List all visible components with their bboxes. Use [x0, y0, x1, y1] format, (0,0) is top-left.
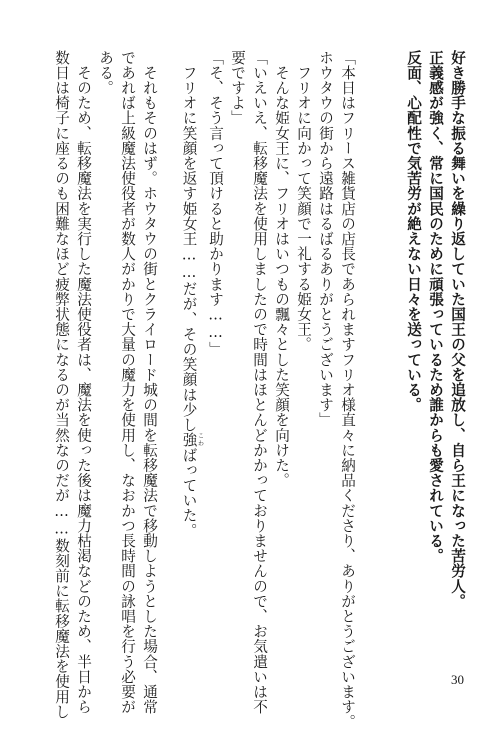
text-line-4: 「本日はフリース雑貨店の店長であられますフリオ様直々に納品くださり、ありがとうございます。 [339, 50, 356, 730]
text-line-5: ホウタウの街から遠路はるばるありがとうございます」 [317, 50, 334, 428]
text-line-13: であれば上級魔法使役者が数人がかりで大量の魔力を使用し、なおかつ長時間の詠唱を行う必要が [119, 50, 136, 715]
text-line-12: それもそのはず。ホウタウの街とクライロード城の間を転移魔法で移動しようとした場合、通常 [141, 50, 158, 715]
text-line-11-main: フリオに笑顔を返す姫女王……だが、その笑顔は少し [180, 50, 198, 433]
page-number: 30 [451, 672, 464, 687]
text-line-15: そのため、転移魔法を実行した魔法使役者は、魔法を使った後は魔力枯渇などのため、半日から [75, 50, 92, 715]
text-line-6: フリオに向かって笑顔で一礼する姫女王。 [295, 50, 312, 352]
text-line-7: そんな姫女王に、フリオはいつもの飄々とした笑顔を向けた。 [273, 50, 290, 488]
text-line-11 [180, 50, 204, 650]
text-line-9: 要ですよ」 [229, 50, 246, 126]
text-line-3: 反面、心配性で気苦労が絶えない日々を送っている。 [405, 50, 422, 413]
text-line-1: 好き勝手な振る舞いを繰り返していた国王の父を追放し、自ら王になった苦労人。 [449, 50, 466, 609]
text-line-10: 「そ、そう言って頂けると助かります……」 [207, 50, 224, 357]
furigana: 強 こわ [180, 432, 204, 448]
text-line-14: ある。 [97, 50, 114, 96]
text-line-11-tail: ばっていた。 [180, 447, 198, 539]
text-line-2: 正義感が強く、常に国民のために頑張っているため誰からも愛されている。 [427, 50, 444, 564]
text-line-8: 「いえいえ、転移魔法を使用しましたので時間はほとんどかかっておりませんので、お気遣いは不 [251, 50, 268, 715]
text-line-16: 数日は椅子に座るのも困難なほど疲弊状態になるのが当然なのだが……数刻前に転移魔法を使用し [53, 50, 70, 720]
